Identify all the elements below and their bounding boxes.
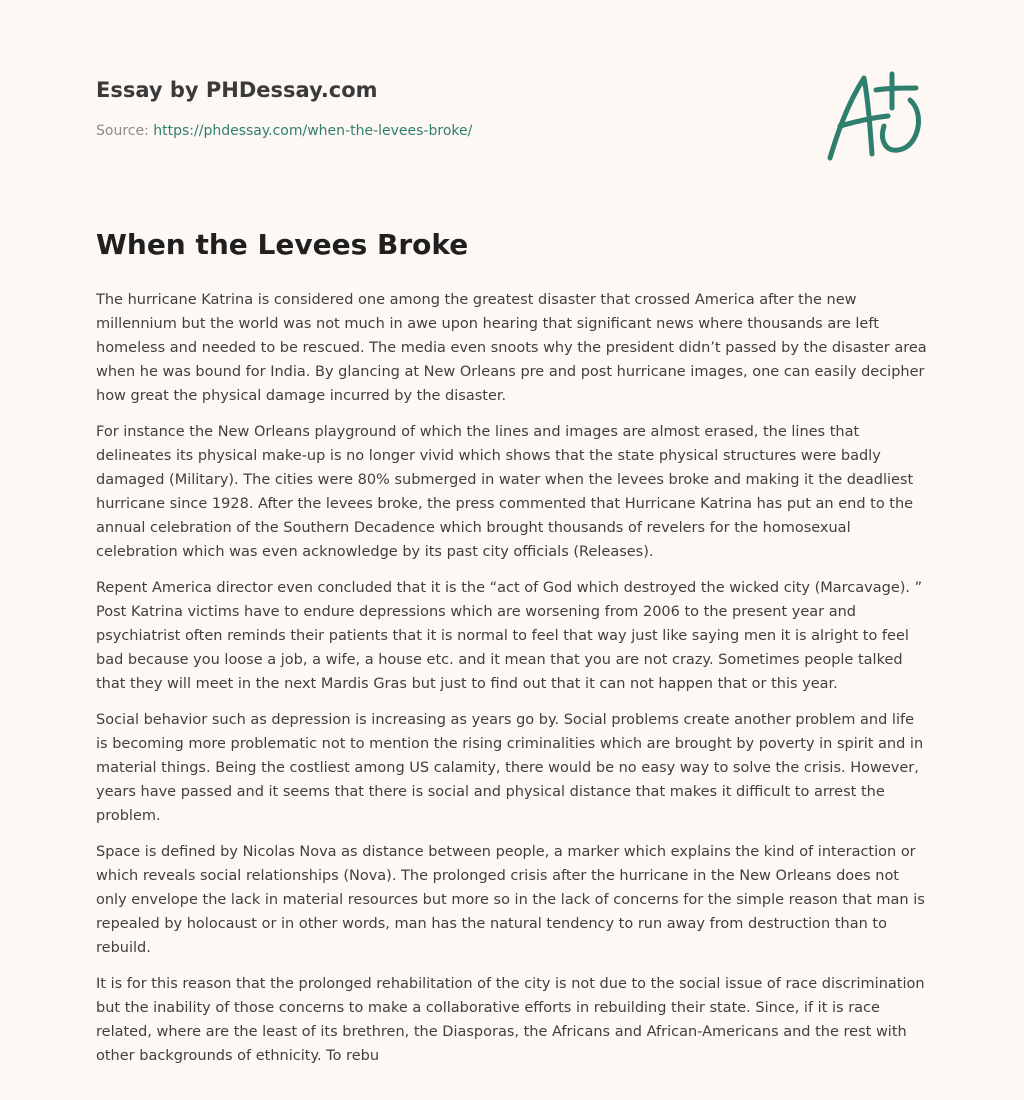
paragraph: It is for this reason that the prolonged rehabilitation of the city is not due to the social issue of race discrimination but the inability of those concerns to make a collaborative efforts in rebuilding their state. Since, if it is race related, where are the least of its brethren, the Diasporas, the Africans and African-Americans and the rest with other backgrounds of ethnicity. To rebu [96,976,925,1064]
paragraph: Space is defined by Nicolas Nova as distance between people, a marker which explains the kind of interaction or which reveals social relationships (Nova). The prolonged crisis after the hurricane in the New Orleans does not only envelope the lack in material resources but more so in the lack of concerns for the simple reason that man is repealed by holocaust or in other words, man has the natural tendency to run away from destruction than to rebuild. [96,844,925,956]
a-plus-grade-logo [822,66,926,166]
source-link[interactable]: https://phdessay.com/when-the-levees-broke/ [153,123,473,139]
article-title: When the Levees Broke [96,228,469,261]
article [96,226,928,1080]
paragraph: The hurricane Katrina is considered one among the greatest disaster that crossed America after the new millennium but the world was not much in awe upon hearing that significant news where thousands are left homeless and needed to be rescued. The media even snoots why the president didn’t passed by the disaster area when he was bound for India. By glancing at New Orleans pre and post hurricane images, one can easily decipher how great the physical damage incurred by the disaster. [96,292,927,404]
paragraph: Social behavior such as depression is increasing as years go by. Social problems create another problem and life is becoming more problematic not to mention the rising criminalities which are brought by poverty in spirit and in material things. Being the costliest among US calamity, there would be no easy way to solve the crisis. However, years have passed and it seems that there is social and physical distance that makes it difficult to arrest the problem. [96,712,924,824]
essay-header [96,76,796,139]
paragraph: Repent America director even concluded that it is the “act of God which destroyed the wicked city (Marcavage). ” Post Katrina victims have to endure depressions which are worsening from 2006 to the present year and psychiatrist often reminds their patients that it is normal to feel that way just like saying men it is alright to feel bad because you loose a job, a wife, a house etc. and it mean that you are not crazy. Sometimes people talked that they will meet in the next Mardis Gras but just to find out that it can not happen that or this year. [96,580,923,692]
source-label: Source: [96,123,154,139]
brand-title: Essay by PHDessay.com [96,78,378,102]
paragraph: For instance the New Orleans playground of which the lines and images are almost erased, the lines that delineates its physical make-up is no longer vivid which shows that the state physical structures were badly damaged (Military). The cities were 80% submerged in water when the levees broke and making it the deadliest hurricane since 1928. After the levees broke, the press commented that Hurricane Katrina has put an end to the annual celebration of the Southern Decadence which brought thousands of revelers for the homosexual celebration which was even acknowledge by its past city officials (Releases). [96,424,914,560]
source-line [96,123,472,139]
